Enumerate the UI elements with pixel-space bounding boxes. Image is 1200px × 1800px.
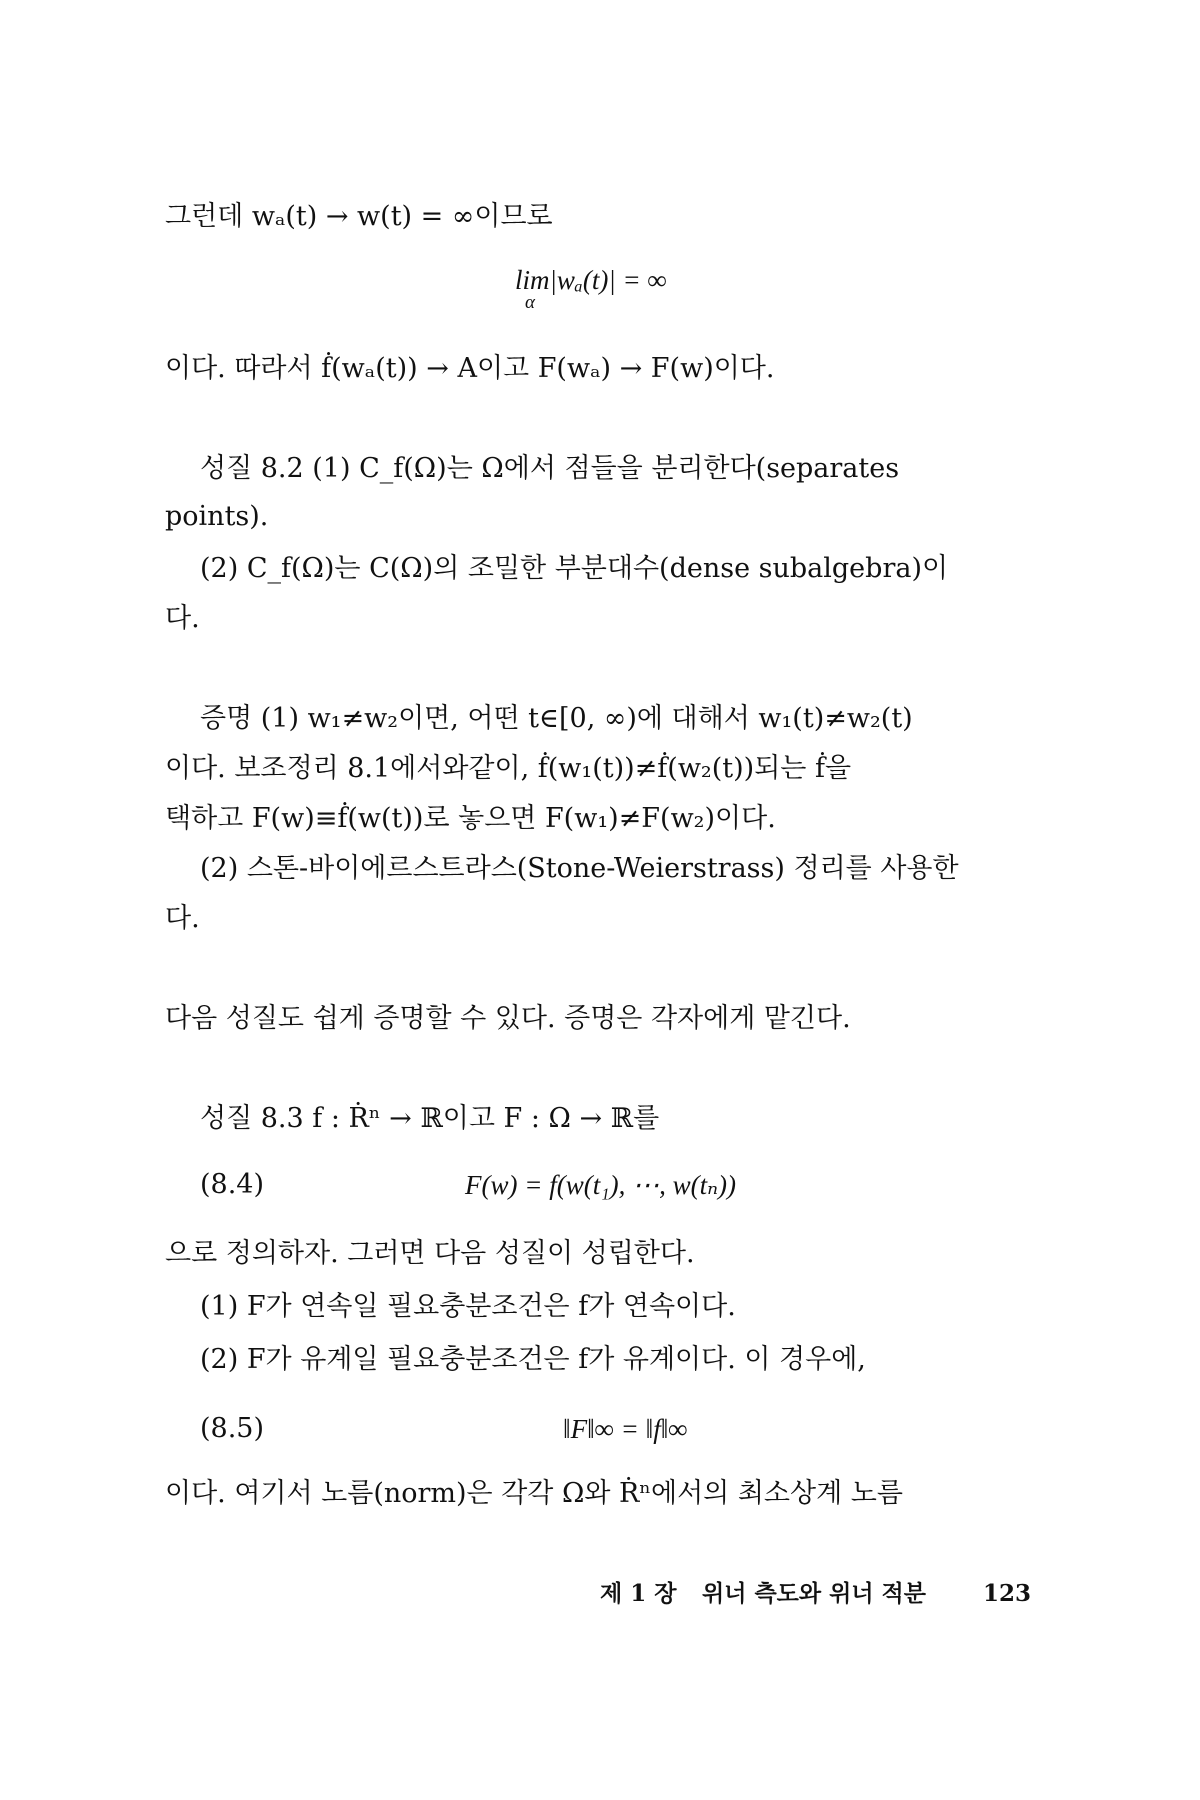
footer-chapter: 제 1 장	[600, 1580, 677, 1607]
equation-number-8-4: (8.4)	[200, 1169, 265, 1200]
text-line-11: (2) 스톤-바이에르스트라스(Stone-Weierstrass) 정리를 사용한	[200, 853, 959, 884]
property-8-3-heading: 성질 8.3 f : Ṙⁿ → ℝ이고 F : Ω → ℝ를	[200, 1103, 660, 1134]
property-8-2-heading: 성질 8.2 (1) C_f(Ω)는 Ω에서 점들을 분리한다(separates	[200, 453, 900, 484]
text-line-16: 으로 정의하자. 그러면 다음 성질이 성립한다.	[165, 1238, 695, 1269]
text-line-3: 이다. 따라서 ḟ(wₐ(t)) → A이고 F(wₐ) → F(w)이다.	[165, 353, 775, 384]
proof-heading: 증명 (1) w₁≠w₂이면, 어떤 t∈[0, ∞)에 대해서 w₁(t)≠w₂(t)	[200, 703, 913, 734]
text-line-17: (1) F가 연속일 필요충분조건은 f가 연속이다.	[200, 1291, 736, 1322]
text-line-10: 택하고 F(w)≡ḟ(w(t))로 놓으면 F(w₁)≠F(w₂)이다.	[165, 803, 776, 834]
text-line-20: 이다. 여기서 노름(norm)은 각각 Ω와 Ṙⁿ에서의 최소상계 노름	[165, 1478, 903, 1509]
equation-8-4: F(w) = f(w(t₁), ⋯, w(tₙ))	[465, 1170, 737, 1200]
text-line-12: 다.	[165, 903, 200, 934]
text-line-6: (2) C_f(Ω)는 C(Ω)의 조밀한 부분대수(dense subalgebra)이	[200, 553, 949, 584]
limit-subscript: α	[525, 292, 535, 313]
equation-limit: lim|wₐ(t)| = ∞	[515, 265, 667, 295]
equation-8-5: ‖F‖∞ = ‖f‖∞	[563, 1414, 688, 1444]
footer-title: 위너 측도와 위너 적분	[702, 1580, 926, 1607]
text-line-9: 이다. 보조정리 8.1에서와같이, ḟ(w₁(t))≠ḟ(w₂(t))되는 ḟ을	[165, 753, 852, 784]
text-line-18: (2) F가 유계일 필요충분조건은 f가 유계이다. 이 경우에,	[200, 1344, 866, 1375]
page-number: 123	[983, 1580, 1032, 1607]
text-line-13: 다음 성질도 쉽게 증명할 수 있다. 증명은 각자에게 맡긴다.	[165, 1003, 851, 1034]
equation-number-8-5: (8.5)	[200, 1413, 265, 1444]
text-line-7: 다.	[165, 603, 200, 634]
text-line-5: points).	[165, 501, 269, 532]
text-line-1: 그런데 wₐ(t) → w(t) = ∞이므로	[165, 201, 553, 232]
